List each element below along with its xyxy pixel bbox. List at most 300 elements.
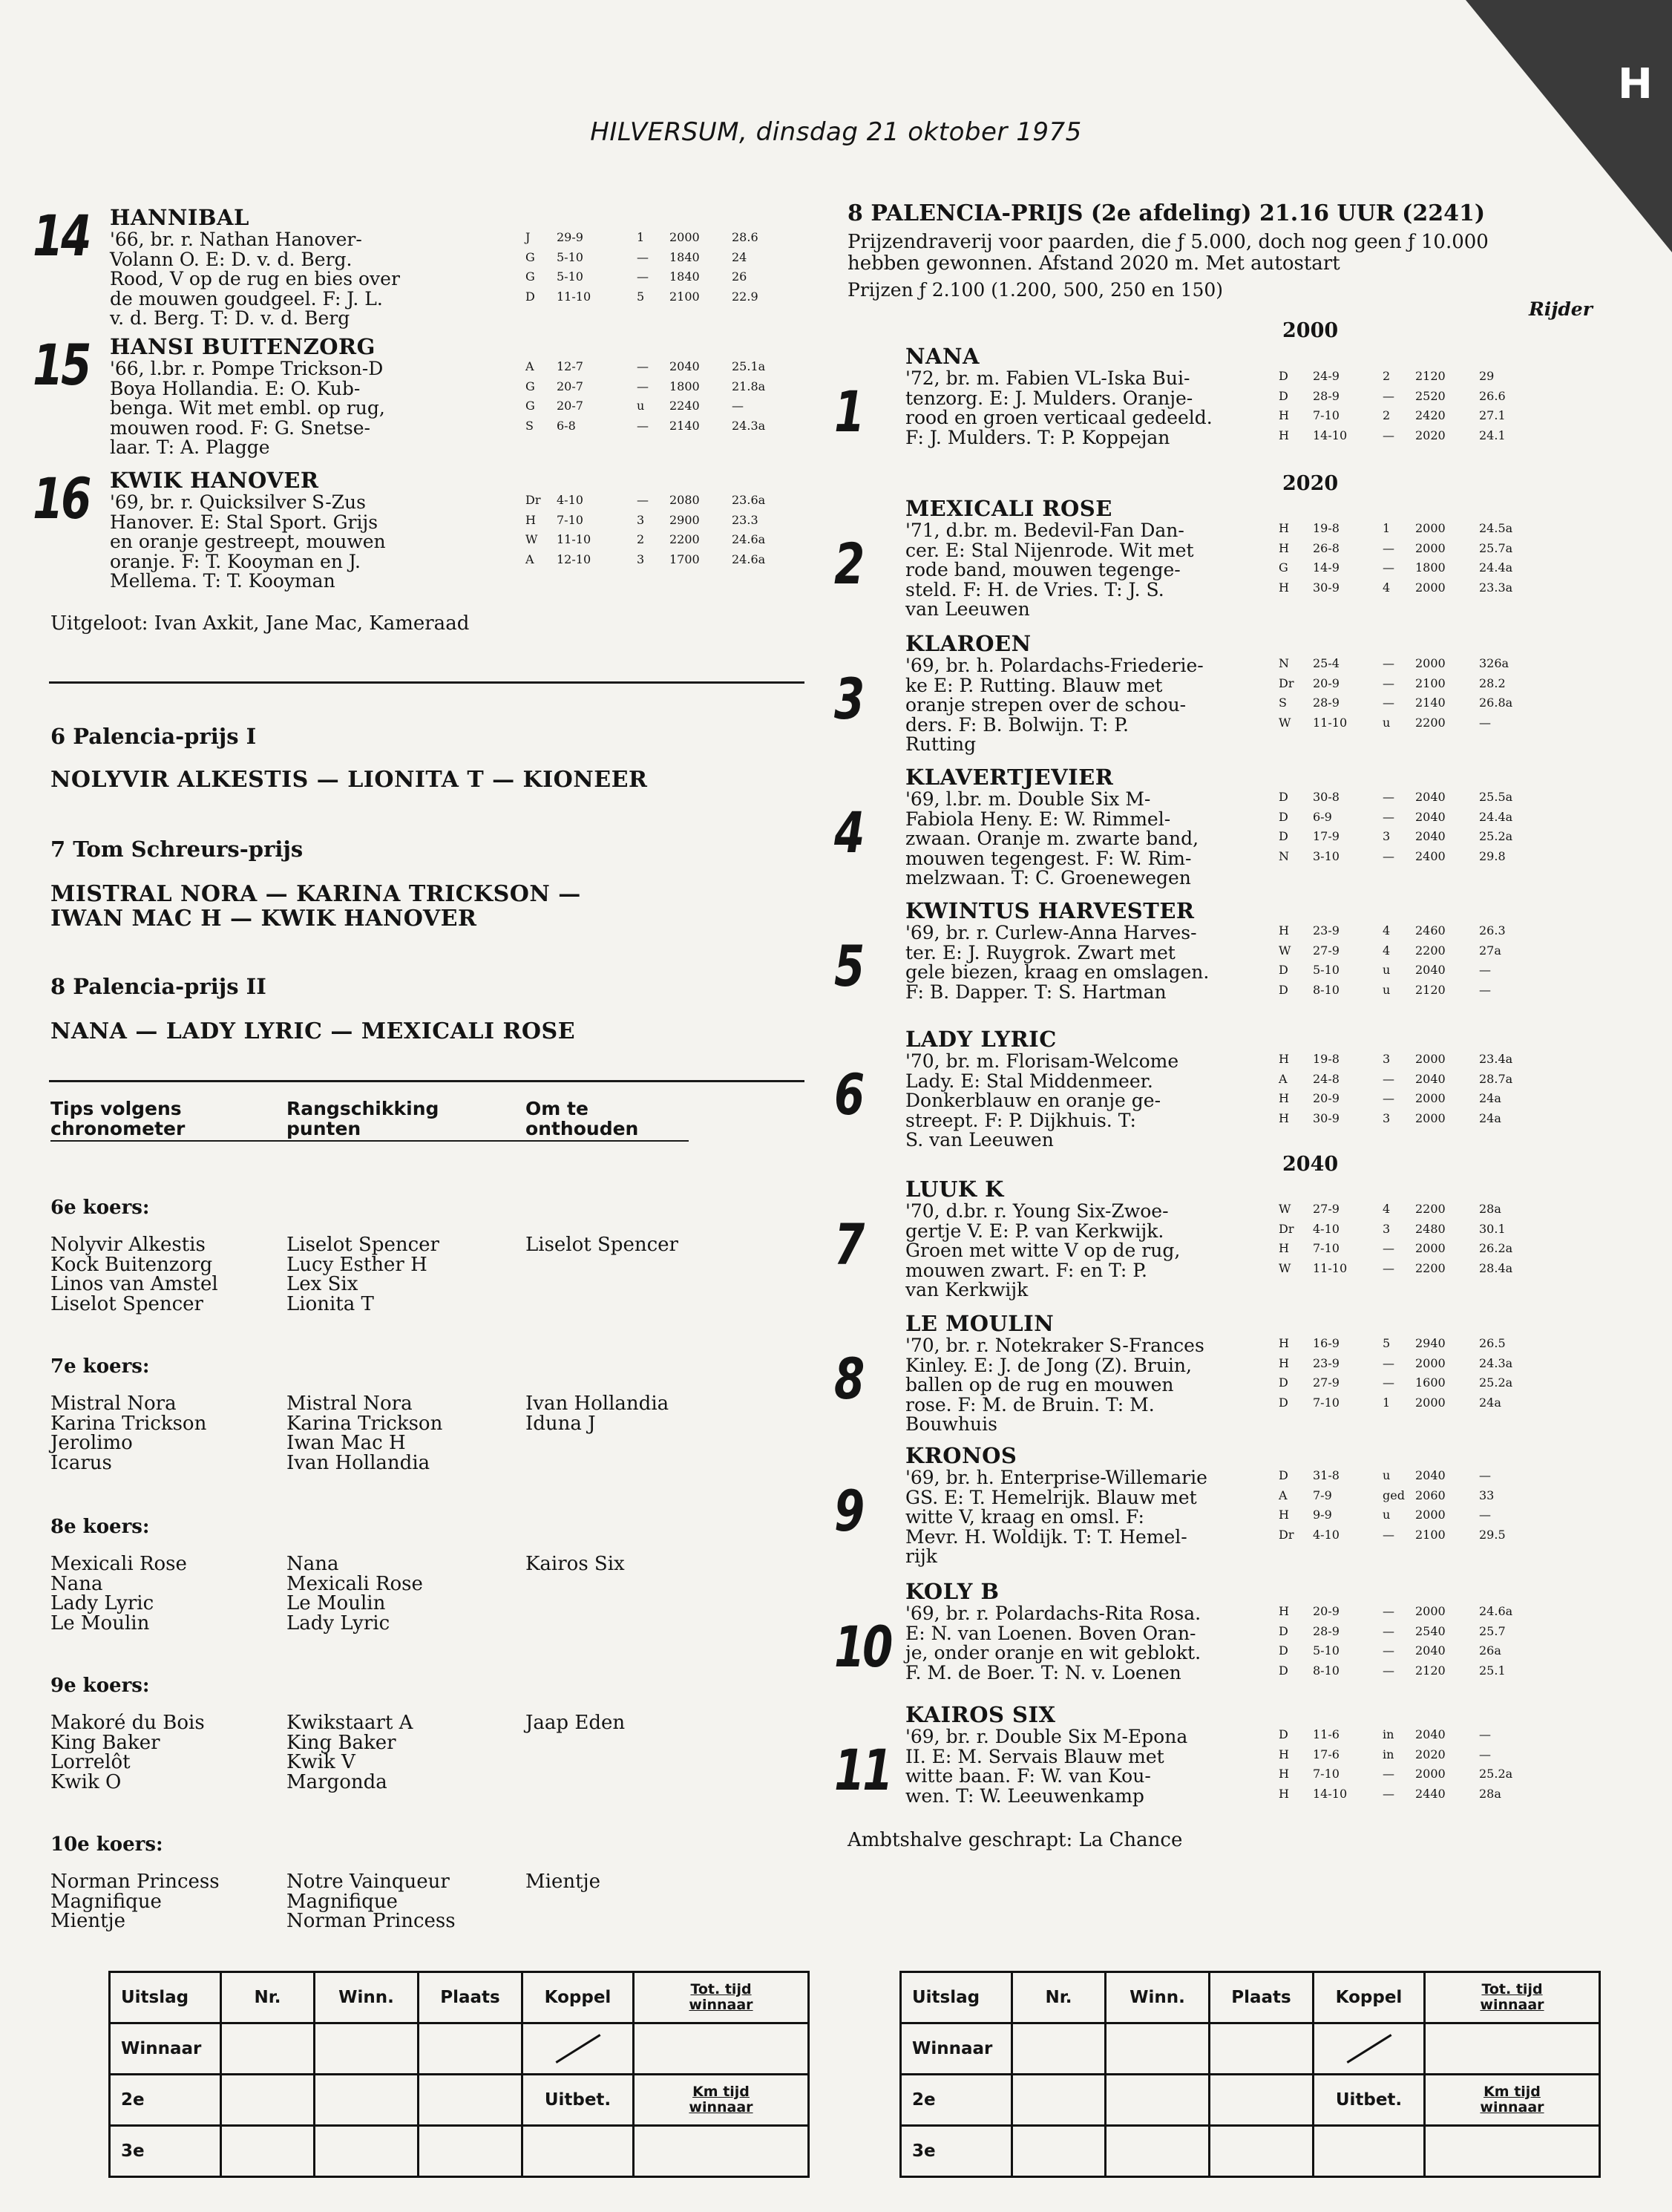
record-field: H [1279,923,1289,938]
horse-description: oranje strepen over de schou- [905,694,1187,716]
record-field: H [1279,408,1289,422]
record-field: Dr [1279,1221,1294,1236]
tip-entry: Jerolimo [50,1432,133,1454]
horse-number: 14 [33,203,90,269]
record-field: 1840 [669,269,700,284]
tip-entry: King Baker [50,1731,160,1754]
record-field: 2000 [1415,1395,1446,1410]
record-field: — [1383,1260,1394,1275]
input-cell[interactable] [1106,2023,1210,2075]
record-field: — [1383,1375,1394,1390]
table-header-cell: Winn. [315,1972,419,2023]
record-field: 2540 [1415,1623,1446,1638]
horse-name: LUUK K [905,1177,1004,1202]
koers-label: 10e koers: [50,1833,163,1856]
record-field: 11-10 [1313,1260,1348,1275]
horse-number: 6 [834,1061,863,1128]
record-field: 16-9 [1313,1336,1340,1350]
record-field: H [525,512,536,527]
input-cell[interactable] [419,2126,522,2177]
record-field: 2460 [1415,923,1446,938]
race-description-2: hebben gewonnen. Afstand 2020 m. Met autostart [848,252,1340,275]
tip-entry: Lionita T [286,1292,374,1315]
tip-entry: Karina Trickson [286,1412,443,1435]
input-cell[interactable] [1210,2023,1314,2075]
horse-description: v. d. Berg. T: D. v. d. Berg [110,307,350,329]
horse-description: laar. T: A. Plagge [110,436,270,458]
record-field: 6-8 [557,418,576,433]
record-field: — [1383,696,1394,710]
horse-description: '69, br. h. Enterprise-Willemarie [905,1467,1207,1488]
horse-description: Kinley. E: J. de Jong (Z). Bruin, [905,1354,1192,1376]
record-field: — [1383,1604,1394,1618]
record-field: H [1279,540,1289,555]
record-field: — [1383,790,1394,804]
record-field: 1 [637,230,645,244]
record-field: W [525,532,538,546]
record-field: G [525,249,535,264]
record-field: — [1383,428,1394,442]
record-field: 2000 [1415,540,1446,555]
tip-entry: Jaap Eden [525,1712,626,1734]
koers-label: 6e koers: [50,1197,150,1219]
record-field: 30-9 [1313,1110,1340,1125]
horse-description: je, onder oranje en wit geblokt. [905,1642,1201,1663]
slash-mark [555,2034,600,2064]
distance-2040: 2040 [1282,1153,1339,1176]
record-field: — [1479,715,1491,730]
result-table-left [108,1971,810,2178]
record-field: 28.6 [732,230,758,244]
record-field: H [1279,1508,1289,1522]
horse-description: Rood, V op de rug en bies over [110,268,400,289]
horse-name: KLAVERTJEVIER [905,765,1114,790]
tip-entry: Lucy Esther H [286,1253,427,1276]
input-cell[interactable] [221,2126,315,2177]
record-field: 1800 [669,379,700,393]
record-field: 23.6a [732,493,766,507]
tip-entry: Kairos Six [525,1553,625,1575]
horse-description: witte V, kraag en omsl. F: [905,1506,1144,1528]
record-field: 2000 [1415,1767,1446,1781]
record-field: 2040 [1415,829,1446,843]
record-field: 30.1 [1479,1221,1506,1236]
input-cell[interactable] [634,2023,809,2075]
tip-entry: Mexicali Rose [286,1572,423,1595]
input-cell[interactable] [522,2126,634,2177]
record-field: — [1383,1767,1394,1781]
record-field: 2000 [1415,1052,1446,1066]
record-field: 29 [1479,369,1495,383]
record-field: 26.8a [1479,696,1513,710]
record-field: 25.7a [1479,540,1513,555]
km-tijd-label: Km tijd winnaar [1425,2075,1600,2126]
tip-entry: Mientje [50,1910,125,1932]
input-cell[interactable] [1012,2126,1106,2177]
input-cell[interactable] [1210,2126,1314,2177]
record-field: 26.3 [1479,923,1506,938]
record-field: 2900 [669,512,700,527]
input-cell[interactable] [221,2075,315,2126]
record-field: 14-10 [1313,428,1348,442]
record-field: u [1383,715,1391,730]
page-title: HILVERSUM, dinsdag 21 oktober 1975 [590,117,1082,147]
record-field: — [1479,1727,1491,1741]
record-field: 1600 [1415,1375,1446,1390]
record-field: A [1279,1488,1288,1502]
record-field: 2040 [1415,963,1446,977]
record-field: 27-9 [1313,943,1340,958]
record-field: 24.6a [732,532,766,546]
record-field: 25.2a [1479,829,1513,843]
geschrapt-line: Ambtshalve geschrapt: La Chance [848,1829,1183,1851]
horse-description: GS. E: T. Hemelrijk. Blauw met [905,1486,1197,1508]
horse-description: ballen op de rug en mouwen [905,1374,1174,1395]
record-field: 24.5a [1479,521,1513,535]
record-field: 2000 [1415,1241,1446,1255]
horse-name: KWIK HANOVER [110,468,319,493]
record-field: H [1279,1355,1289,1370]
record-field: 11-6 [1313,1727,1340,1741]
horse-description: de mouwen goudgeel. F: J. L. [110,287,383,310]
record-field: 4 [1383,580,1391,595]
record-field: — [1383,560,1394,575]
horse-number: 4 [834,799,863,866]
tip-entry: Le Moulin [50,1611,150,1635]
input-cell[interactable] [315,2126,419,2177]
horse-description: rijk [905,1545,937,1567]
record-field: — [1479,1468,1491,1482]
horse-description: oranje. F: T. Kooyman en J. [110,550,361,572]
record-field: 2400 [1415,848,1446,863]
record-field: u [637,399,645,413]
record-field: — [1383,1623,1394,1638]
horse-description: Hanover. E: Stal Sport. Grijs [110,511,378,533]
horse-description: Mellema. T: T. Kooyman [110,570,335,592]
record-field: 28a [1479,1786,1501,1801]
record-field: D [1279,963,1288,977]
km-tijd-label: Km tijd winnaar [634,2075,809,2126]
koers-label: 9e koers: [50,1675,150,1697]
record-field: in [1383,1747,1394,1761]
record-field: 4 [1383,1202,1391,1216]
input-cell[interactable] [1425,2126,1600,2177]
horse-description: Lady. E: Stal Middenmeer. [905,1070,1153,1092]
record-field: 23-9 [1313,923,1340,938]
record-field: A [525,359,534,373]
tip-entry: Lorrelôt [50,1751,131,1773]
tip-entry: Nolyvir Alkestis [50,1234,206,1256]
record-field: H [1279,1786,1289,1801]
record-field: 23.3 [732,512,758,527]
record-field: D [1279,1727,1288,1741]
horse-description: gele biezen, kraag en omslagen. [905,961,1210,983]
tip-entry: Mistral Nora [50,1393,177,1415]
record-field: u [1383,1508,1391,1522]
horse-description: melzwaan. T: C. Groenewegen [905,867,1191,889]
record-field: 2040 [1415,790,1446,804]
race-description-1: Prijzendraverij voor paarden, die ƒ 5.000, doch nog geen ƒ 10.000 [848,231,1489,253]
record-field: 2020 [1415,428,1446,442]
tip-entry: Kwik O [50,1770,122,1793]
horse-description: wen. T: W. Leeuwenkamp [905,1784,1144,1807]
record-field: — [637,493,649,507]
horse-description: Volann O. E: D. v. d. Berg. [110,248,353,270]
record-field: 5-10 [1313,963,1340,977]
record-field: 25.1a [732,359,766,373]
input-cell[interactable] [419,2023,522,2075]
horse-description: '66, l.br. r. Pompe Trickson-D [110,358,384,379]
horse-name: HANNIBAL [110,205,249,230]
table-header-cell: Nr. [1012,1972,1106,2023]
record-field: — [1383,1527,1394,1542]
record-field: Dr [1279,675,1294,690]
tip-entry: Ivan Hollandia [525,1393,669,1415]
horse-description: E: N. van Loenen. Boven Oran- [905,1622,1196,1644]
tip-entry: Liselot Spencer [525,1234,678,1256]
table-header-cell: Uitslag [110,1972,221,2023]
record-field: 19-8 [1313,521,1340,535]
input-cell[interactable] [315,2075,419,2126]
record-field: D [1279,1643,1288,1658]
record-field: 6-9 [1313,809,1332,824]
record-field: J [525,230,531,244]
record-field: — [732,399,744,413]
uitgeloot-line: Uitgeloot: Ivan Axkit, Jane Mac, Kameraad [50,612,470,635]
record-field: 20-7 [557,379,583,393]
record-field: 26a [1479,1643,1501,1658]
record-field: 26.5 [1479,1336,1506,1350]
tip-entry: Kwikstaart A [286,1712,413,1734]
record-field: 24.3a [1479,1355,1513,1370]
input-cell[interactable] [1106,2126,1210,2177]
record-field: 28.7a [1479,1071,1513,1086]
record-field: 27-9 [1313,1375,1340,1390]
horse-description: van Kerkwijk [905,1279,1029,1300]
record-field: 3 [1383,1110,1391,1125]
record-field: 25.2a [1479,1375,1513,1390]
row-label: 2e [901,2075,1012,2126]
horse-name: KAIROS SIX [905,1702,1056,1727]
horse-description: '70, br. m. Florisam-Welcome [905,1050,1179,1072]
record-field: 7-10 [557,512,583,527]
horse-description: mouwen zwart. F: en T: P. [905,1259,1147,1281]
tip-entry: Kwik V [286,1751,355,1773]
record-field: 4-10 [1313,1527,1340,1542]
horse-number: 10 [834,1614,891,1680]
record-field: 12-7 [557,359,583,373]
tips-column-header: Tips volgens chronometer [50,1098,186,1139]
pick-line: IWAN MAC H — KWIK HANOVER [50,906,477,932]
horse-description: '69, br. r. Double Six M-Epona [905,1726,1188,1747]
horse-description: S. van Leeuwen [905,1129,1054,1151]
tip-entry: Le Moulin [286,1592,386,1614]
record-field: 1840 [669,249,700,264]
record-field: D [1279,1468,1288,1482]
record-field: 25.2a [1479,1767,1513,1781]
tip-entry: Lady Lyric [50,1592,154,1614]
table-header-cell: Uitslag [901,1972,1012,2023]
slash-mark [1346,2034,1391,2064]
record-field: 7-10 [1313,1767,1340,1781]
record-field: 2200 [1415,715,1446,730]
tip-entry: Liselot Spencer [286,1234,439,1256]
horse-description: ke E: P. Rutting. Blauw met [905,674,1163,696]
horse-description: '70, d.br. r. Young Six-Zwoe- [905,1200,1169,1222]
record-field: 2 [637,532,645,546]
record-field: W [1279,715,1291,730]
pick-line: NOLYVIR ALKESTIS — LIONITA T — KIONEER [50,767,648,793]
record-field: 2480 [1415,1221,1446,1236]
record-field: 20-9 [1313,675,1340,690]
record-field: — [1479,1508,1491,1522]
record-field: 5-10 [557,269,583,284]
input-cell[interactable] [315,2023,419,2075]
horse-description: zwaan. Oranje m. zwarte band, [905,828,1199,849]
record-field: H [1279,1241,1289,1255]
record-field: 25.7 [1479,1623,1506,1638]
record-field: 3 [1383,1052,1391,1066]
tip-entry: Liselot Spencer [50,1292,203,1315]
table-header-cell: Winn. [1106,1972,1210,2023]
record-field: 23.3a [1479,580,1513,595]
record-field: 25-4 [1313,656,1340,670]
record-field: H [1279,1091,1289,1105]
record-field: — [1383,1355,1394,1370]
horse-description: witte baan. F: W. van Kou- [905,1765,1151,1787]
horse-description: '71, d.br. m. Bedevil-Fan Dan- [905,520,1184,541]
horse-description: '69, br. h. Polardachs-Friederie- [905,655,1204,676]
record-field: 29.5 [1479,1527,1506,1542]
record-field: D [1279,1623,1288,1638]
record-field: 8-10 [1313,982,1340,997]
record-field: 30-9 [1313,580,1340,595]
record-field: D [1279,388,1288,403]
input-cell[interactable] [1314,2126,1425,2177]
record-field: — [1383,809,1394,824]
input-cell[interactable] [522,2023,634,2075]
horse-number: 1 [834,379,863,445]
input-cell[interactable] [1210,2075,1314,2126]
record-field: S [1279,696,1287,710]
record-field: 26-8 [1313,540,1340,555]
record-field: 20-7 [557,399,583,413]
record-field: — [1479,982,1491,997]
tip-entry: King Baker [286,1731,396,1754]
record-field: 2000 [1415,580,1446,595]
horse-name: NANA [905,344,980,369]
horse-name: KOLY B [905,1579,1000,1604]
record-field: D [1279,1663,1288,1678]
horse-name: HANSI BUITENZORG [110,334,376,359]
record-field: 25.1 [1479,1663,1506,1678]
record-field: N [1279,848,1289,863]
input-cell[interactable] [1314,2023,1425,2075]
tips-column-header: Rangschikking punten [286,1098,439,1139]
horse-description: cer. E: Stal Nijenrode. Wit met [905,539,1194,561]
horse-name: MEXICALI ROSE [905,496,1112,521]
horse-name: KWINTUS HARVESTER [905,898,1195,923]
record-field: 28a [1479,1202,1501,1216]
record-field: 3 [1383,1221,1391,1236]
record-field: 3 [637,512,645,527]
record-field: — [1383,1091,1394,1105]
input-cell[interactable] [1012,2023,1106,2075]
record-field: 5-10 [557,249,583,264]
horse-description: F: J. Mulders. T: P. Koppejan [905,426,1170,448]
input-cell[interactable] [1012,2075,1106,2126]
input-cell[interactable] [1106,2075,1210,2126]
horse-description: '69, br. r. Polardachs-Rita Rosa. [905,1603,1201,1624]
tip-entry: Iwan Mac H [286,1432,406,1454]
record-field: 2040 [669,359,700,373]
record-field: D [1279,829,1288,843]
horse-name: KLAROEN [905,631,1032,656]
divider [49,681,804,684]
record-field: 17-6 [1313,1747,1340,1761]
record-field: 24.4a [1479,809,1513,824]
horse-name: LADY LYRIC [905,1027,1057,1052]
record-field: 4 [1383,943,1391,958]
record-field: H [1279,521,1289,535]
tip-entry: Nana [50,1572,103,1595]
record-field: 2040 [1415,1071,1446,1086]
row-label: 3e [901,2126,1012,2177]
record-field: 7-10 [1313,408,1340,422]
header-underline [50,1140,689,1142]
record-field: 2100 [1415,1527,1446,1542]
horse-description: tenzorg. E: J. Mulders. Oranje- [905,387,1193,409]
record-field: 24.6a [1479,1604,1513,1618]
race-prizes: Prijzen ƒ 2.100 (1.200, 500, 250 en 150) [848,279,1224,301]
table-header-cell: Koppel [1314,1972,1425,2023]
record-field: H [1279,1052,1289,1066]
record-field: 1 [1383,1395,1391,1410]
record-field: N [1279,656,1289,670]
record-field: D [1279,790,1288,804]
horse-description: '70, br. r. Notekraker S-Frances [905,1335,1204,1356]
horse-description: '69, br. r. Quicksilver S-Zus [110,491,366,513]
record-field: — [1383,388,1394,403]
record-field: u [1383,1468,1391,1482]
record-field: 1 [1383,521,1391,535]
record-field: H [1279,1767,1289,1781]
record-field: 2200 [1415,1202,1446,1216]
record-field: 11-10 [1313,715,1348,730]
record-field: — [637,249,649,264]
record-field: 2040 [1415,1727,1446,1741]
record-field: 26.2a [1479,1241,1513,1255]
record-field: 2000 [1415,1110,1446,1125]
record-field: 2520 [1415,388,1446,403]
input-cell[interactable] [221,2023,315,2075]
input-cell[interactable] [1425,2023,1600,2075]
horse-description: mouwen tegengest. F: W. Rim- [905,847,1192,869]
record-field: 2040 [1415,809,1446,824]
record-field: 2000 [1415,1508,1446,1522]
record-field: 23-9 [1313,1355,1340,1370]
record-field: 2040 [1415,1468,1446,1482]
record-field: 7-10 [1313,1241,1340,1255]
input-cell[interactable] [634,2126,809,2177]
record-field: H [1279,1747,1289,1761]
horse-number: 7 [834,1211,863,1277]
tip-entry: Icarus [50,1451,112,1474]
input-cell[interactable] [419,2075,522,2126]
tip-entry: Notre Vainqueur [286,1871,450,1893]
horse-number: 5 [834,933,863,999]
record-field: — [1479,1747,1491,1761]
